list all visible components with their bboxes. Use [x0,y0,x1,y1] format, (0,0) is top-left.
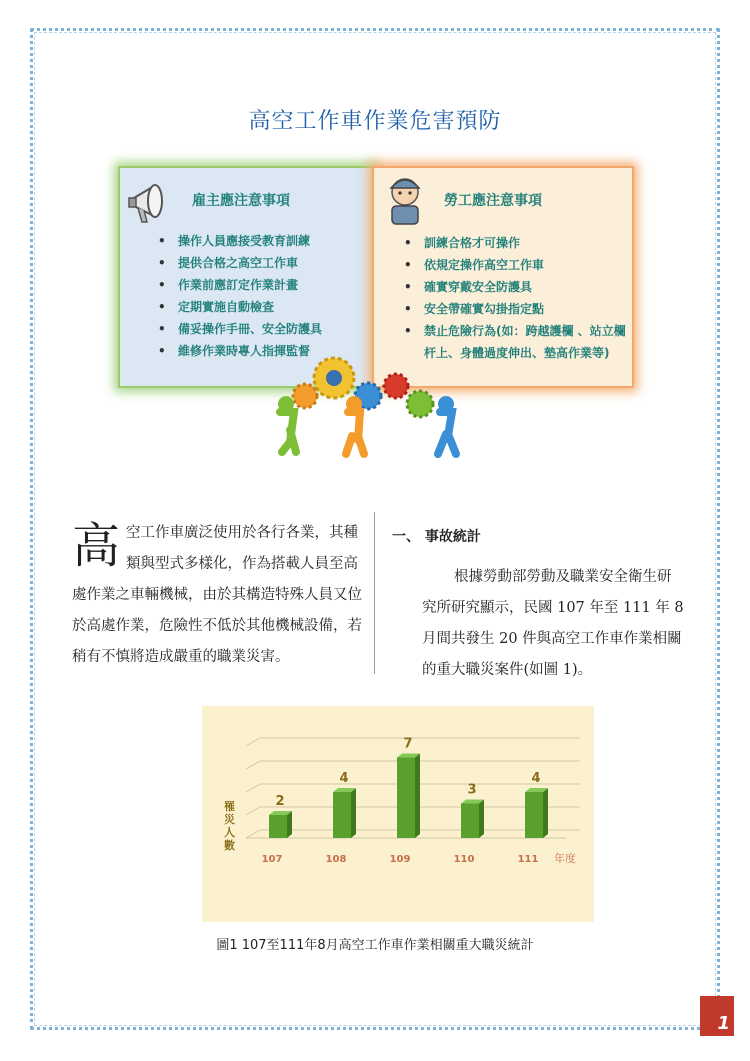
list-item: • 確實穿戴安全防護具 [404,276,634,298]
grid-line [246,807,260,815]
list-item: • 備妥操作手冊、安全防護具 [158,318,322,340]
bar [525,792,543,838]
x-tick-label: 107 [261,854,283,865]
data-label: 7 [403,736,413,752]
list-item: • 訓練合格才可操作 [404,232,634,254]
bar-side [351,788,356,838]
data-label: 2 [275,794,285,809]
employer-heading: 雇主應注意事項 [192,193,290,209]
grid-line [246,761,260,769]
y-axis-label: 罹災人數 [224,800,235,852]
bar-side [287,811,292,838]
bar [397,758,415,839]
list-item: • 定期實施自動檢查 [158,296,322,318]
worker-list [404,232,634,364]
bar [333,792,351,838]
intro-text: 空工作車廣泛使用於各行各業，其種類與型式多樣化，作為搭載人員至高處作業之車輛機械，由於其構造特殊人員又位於高處作業，危險性不低於其他機械設備，若稍有不慎將造成嚴重的職業災害。 [72,525,362,665]
section-paragraph: 根據勞動部勞動及職業安全衛生研究所研究顯示，民國 107 年至 111 年 8 月間共發生 20 件與高空工作車作業相關的重大職災案件(如圖 1)。 [422,569,684,678]
megaphone-icon [124,172,180,234]
x-tick-label: 109 [389,854,411,865]
figure-caption: 圖1 107至111年8月高空工作車作業相關重大職災統計 [216,938,534,953]
x-axis-label: 年度 [554,852,576,865]
bar-side [479,800,484,839]
bar-side [415,754,420,839]
drop-cap: 高 [72,518,121,574]
x-tick-label: 111 [517,854,539,865]
teamwork-gears-illustration [260,352,470,462]
list-item: • 維修作業時專人指揮監督 [158,340,322,362]
worker-icon [380,170,430,226]
data-label: 3 [467,782,477,798]
list-item: • 依規定操作高空工作車 [404,254,634,276]
grid-line [246,784,260,792]
worker-heading: 勞工應注意事項 [444,193,542,209]
grid-line [246,830,260,838]
list-item: • 提供合格之高空工作車 [158,252,322,274]
page-title: 高空工作車作業危害預防 [248,109,502,134]
bar [269,815,287,838]
bar-chart [202,706,594,922]
x-tick-label: 108 [325,854,347,865]
data-label: 4 [339,771,349,786]
employer-list [158,230,322,362]
list-item: • 操作人員應接受教育訓練 [158,230,322,252]
column-divider [374,512,375,674]
x-tick-label: 110 [453,854,475,865]
list-item: • 禁止危險行為(如：跨越護欄 、站立欄杆上、身體過度伸出、墊高作業等) [404,320,634,364]
data-label: 4 [531,771,541,786]
bar-side [543,788,548,838]
bar [461,804,479,839]
grid-line [246,738,260,746]
chart-canvas [202,706,594,922]
page-number: 1 [700,996,734,1036]
section-heading: 一、 事故統計 [392,529,481,545]
list-item: • 作業前應訂定作業計畫 [158,274,322,296]
intro-paragraph [72,518,362,673]
list-item: • 安全帶確實勾掛指定點 [404,298,634,320]
